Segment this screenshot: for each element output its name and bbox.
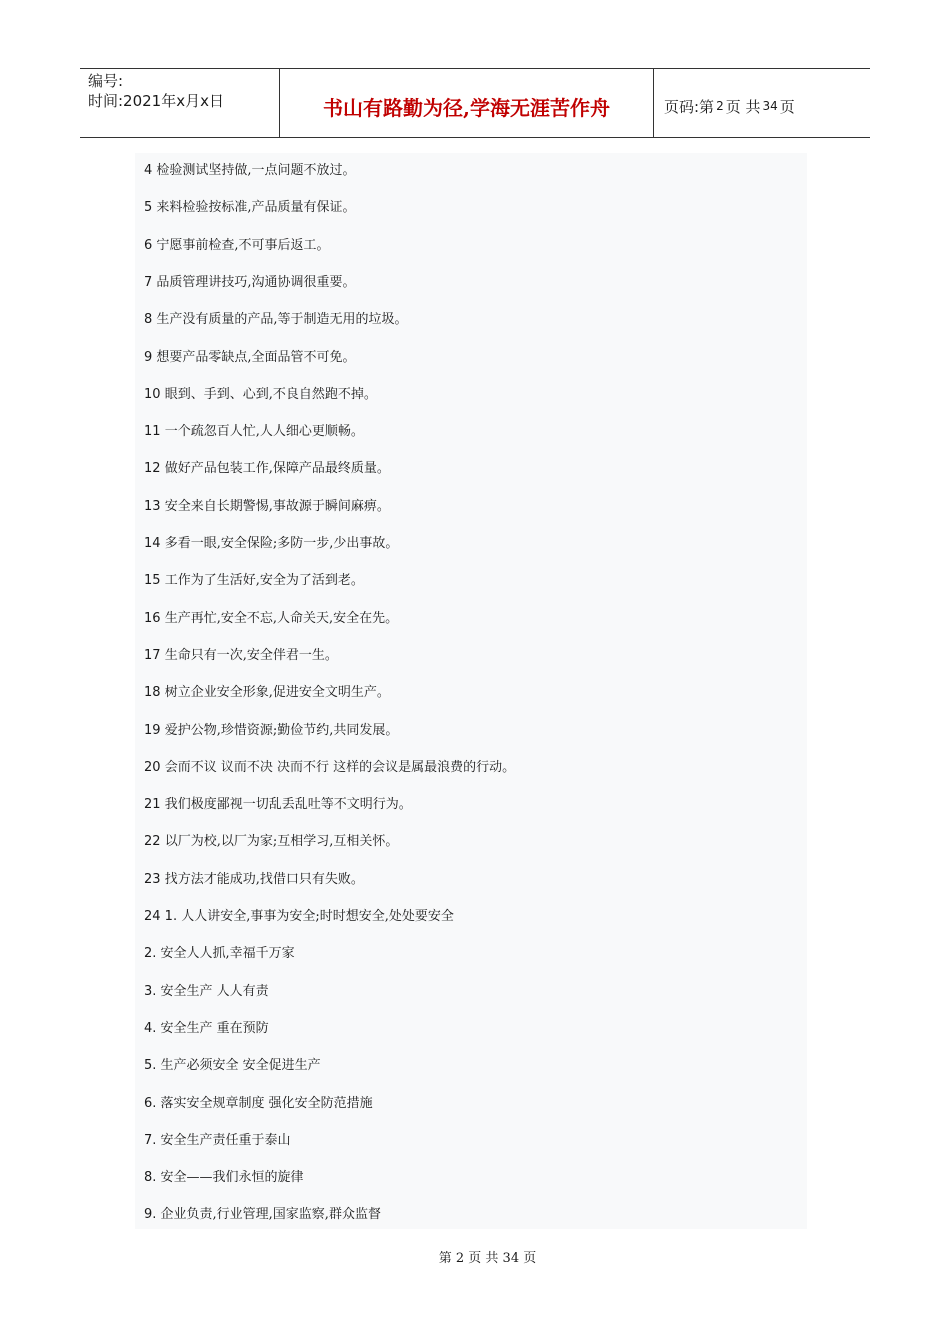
list-item bbox=[144, 423, 364, 441]
item-number: 20 bbox=[144, 759, 161, 775]
item-text: 来料检验按标准,产品质量有保证。 bbox=[156, 200, 356, 216]
list-item bbox=[144, 498, 390, 516]
list-item bbox=[144, 684, 390, 702]
list-item bbox=[144, 572, 364, 590]
list-item bbox=[144, 237, 330, 255]
item-number: 17 bbox=[144, 647, 161, 663]
list-item bbox=[144, 460, 390, 478]
item-number: 4 bbox=[144, 163, 153, 178]
item-text: 宁愿事前检查,不可事后返工。 bbox=[156, 237, 330, 253]
page-mid: 页 共 bbox=[725, 97, 761, 116]
item-text: 安全生产 人人有责 bbox=[160, 983, 269, 999]
item-text: 做好产品包装工作,保障产品最终质量。 bbox=[164, 461, 390, 477]
item-number: 9 bbox=[144, 349, 153, 365]
item-number: 16 bbox=[144, 610, 161, 626]
item-number: 10 bbox=[144, 386, 161, 402]
item-text: 我们极度鄙视一切乱丢乱吐等不文明行为。 bbox=[164, 797, 412, 813]
item-text: 安全——我们永恒的旋律 bbox=[160, 1170, 304, 1186]
item-text: 生产必须安全 安全促进生产 bbox=[160, 1058, 321, 1074]
list-item bbox=[144, 535, 398, 553]
item-number: 23 bbox=[144, 871, 161, 887]
item-text: 落实安全规章制度 强化安全防范措施 bbox=[160, 1095, 373, 1111]
list-item bbox=[144, 349, 356, 367]
item-number: 8 bbox=[144, 312, 153, 328]
list-item bbox=[144, 311, 408, 329]
list-item bbox=[144, 1095, 373, 1113]
list-item bbox=[144, 1020, 269, 1038]
item-text: 安全生产 重在预防 bbox=[160, 1020, 269, 1036]
item-text: 会而不议 议而不决 决而不行 这样的会议是属最浪费的行动。 bbox=[164, 759, 516, 775]
item-number: 8. bbox=[144, 1170, 157, 1186]
item-text: 一个疏忽百人忙,人人细心更顺畅。 bbox=[164, 424, 364, 440]
list-item bbox=[144, 722, 398, 740]
time-label: 时间:2021年x月x日 bbox=[88, 92, 224, 110]
list-item bbox=[144, 833, 398, 851]
item-number: 2. bbox=[144, 946, 157, 962]
page-footer: 第 2 页 共 34 页 bbox=[438, 1251, 537, 1266]
item-text: 工作为了生活好,安全为了活到老。 bbox=[164, 573, 364, 589]
item-number: 5 bbox=[144, 200, 153, 216]
item-text: 生产没有质量的产品,等于制造无用的垃圾。 bbox=[156, 312, 408, 328]
item-number: 13 bbox=[144, 498, 161, 514]
item-text: 找方法才能成功,找借口只有失败。 bbox=[164, 871, 364, 887]
list-item bbox=[144, 945, 295, 963]
page-prefix: 页码:第 bbox=[664, 97, 715, 116]
page-total: 34 bbox=[762, 99, 778, 113]
item-text: 生命只有一次,安全伴君一生。 bbox=[164, 647, 338, 663]
item-text: 品质管理讲技巧,沟通协调很重要。 bbox=[156, 274, 356, 290]
item-number: 22 bbox=[144, 834, 161, 850]
list-item bbox=[144, 1057, 321, 1075]
page-header bbox=[80, 68, 870, 138]
item-text: 企业负责,行业管理,国家监察,群众监督 bbox=[160, 1207, 381, 1223]
list-item bbox=[144, 386, 377, 404]
list-item bbox=[144, 162, 356, 180]
header-meta bbox=[80, 69, 280, 137]
page-suffix: 页 bbox=[779, 97, 795, 116]
list-item bbox=[144, 908, 454, 926]
item-number: 7 bbox=[144, 274, 153, 290]
item-number: 5. bbox=[144, 1058, 157, 1074]
item-number: 12 bbox=[144, 461, 161, 477]
item-text: 人人讲安全,事事为安全;时时想安全,处处要安全 bbox=[181, 909, 454, 924]
item-number: 14 bbox=[144, 536, 161, 551]
list-item bbox=[144, 983, 269, 1001]
list-item bbox=[144, 1169, 304, 1187]
item-number: 18 bbox=[144, 685, 161, 701]
item-number: 6 bbox=[144, 237, 153, 253]
item-text: 生产再忙,安全不忘,人命关天,安全在先。 bbox=[164, 610, 399, 626]
item-text: 爱护公物,珍惜资源;勤俭节约,共同发展。 bbox=[164, 722, 399, 738]
item-text: 安全生产责任重于泰山 bbox=[160, 1132, 291, 1148]
item-text: 多看一眼,安全保险;多防一步,少出事故。 bbox=[164, 536, 399, 551]
item-text: 树立企业安全形象,促进安全文明生产。 bbox=[164, 685, 390, 701]
content-area bbox=[135, 153, 807, 1229]
item-text: 安全来自长期警惕,事故源于瞬间麻痹。 bbox=[164, 498, 390, 514]
item-text: 眼到、手到、心到,不良自然跑不掉。 bbox=[164, 386, 377, 402]
list-item bbox=[144, 647, 338, 665]
item-number: 21 bbox=[144, 797, 161, 813]
list-item bbox=[144, 796, 412, 814]
item-number: 19 bbox=[144, 722, 161, 738]
item-number: 7. bbox=[144, 1132, 157, 1148]
item-text: 以厂为校,以厂为家;互相学习,互相关怀。 bbox=[164, 834, 399, 850]
page-current: 2 bbox=[716, 99, 724, 113]
list-item bbox=[144, 871, 364, 889]
code-label: 编号: bbox=[88, 72, 124, 90]
header-motto: 书山有路勤为径,学海无涯苦作舟 bbox=[280, 69, 654, 137]
item-number: 3. bbox=[144, 983, 157, 999]
list-item bbox=[144, 610, 398, 628]
item-number: 15 bbox=[144, 573, 161, 589]
item-number: 9. bbox=[144, 1207, 157, 1223]
item-text: 想要产品零缺点,全面品管不可免。 bbox=[156, 349, 356, 365]
item-number: 4. bbox=[144, 1020, 157, 1036]
item-number: 11 bbox=[144, 424, 161, 440]
list-item bbox=[144, 199, 356, 217]
list-item bbox=[144, 1132, 291, 1150]
list-item bbox=[144, 759, 515, 777]
list-item bbox=[144, 274, 356, 292]
item-text: 检验测试坚持做,一点问题不放过。 bbox=[156, 163, 356, 178]
item-text: 安全人人抓,幸福千万家 bbox=[160, 946, 295, 962]
item-number: 6. bbox=[144, 1095, 157, 1111]
item-number: 24 1. bbox=[144, 909, 178, 924]
header-page-info bbox=[654, 69, 870, 137]
list-item bbox=[144, 1206, 381, 1224]
